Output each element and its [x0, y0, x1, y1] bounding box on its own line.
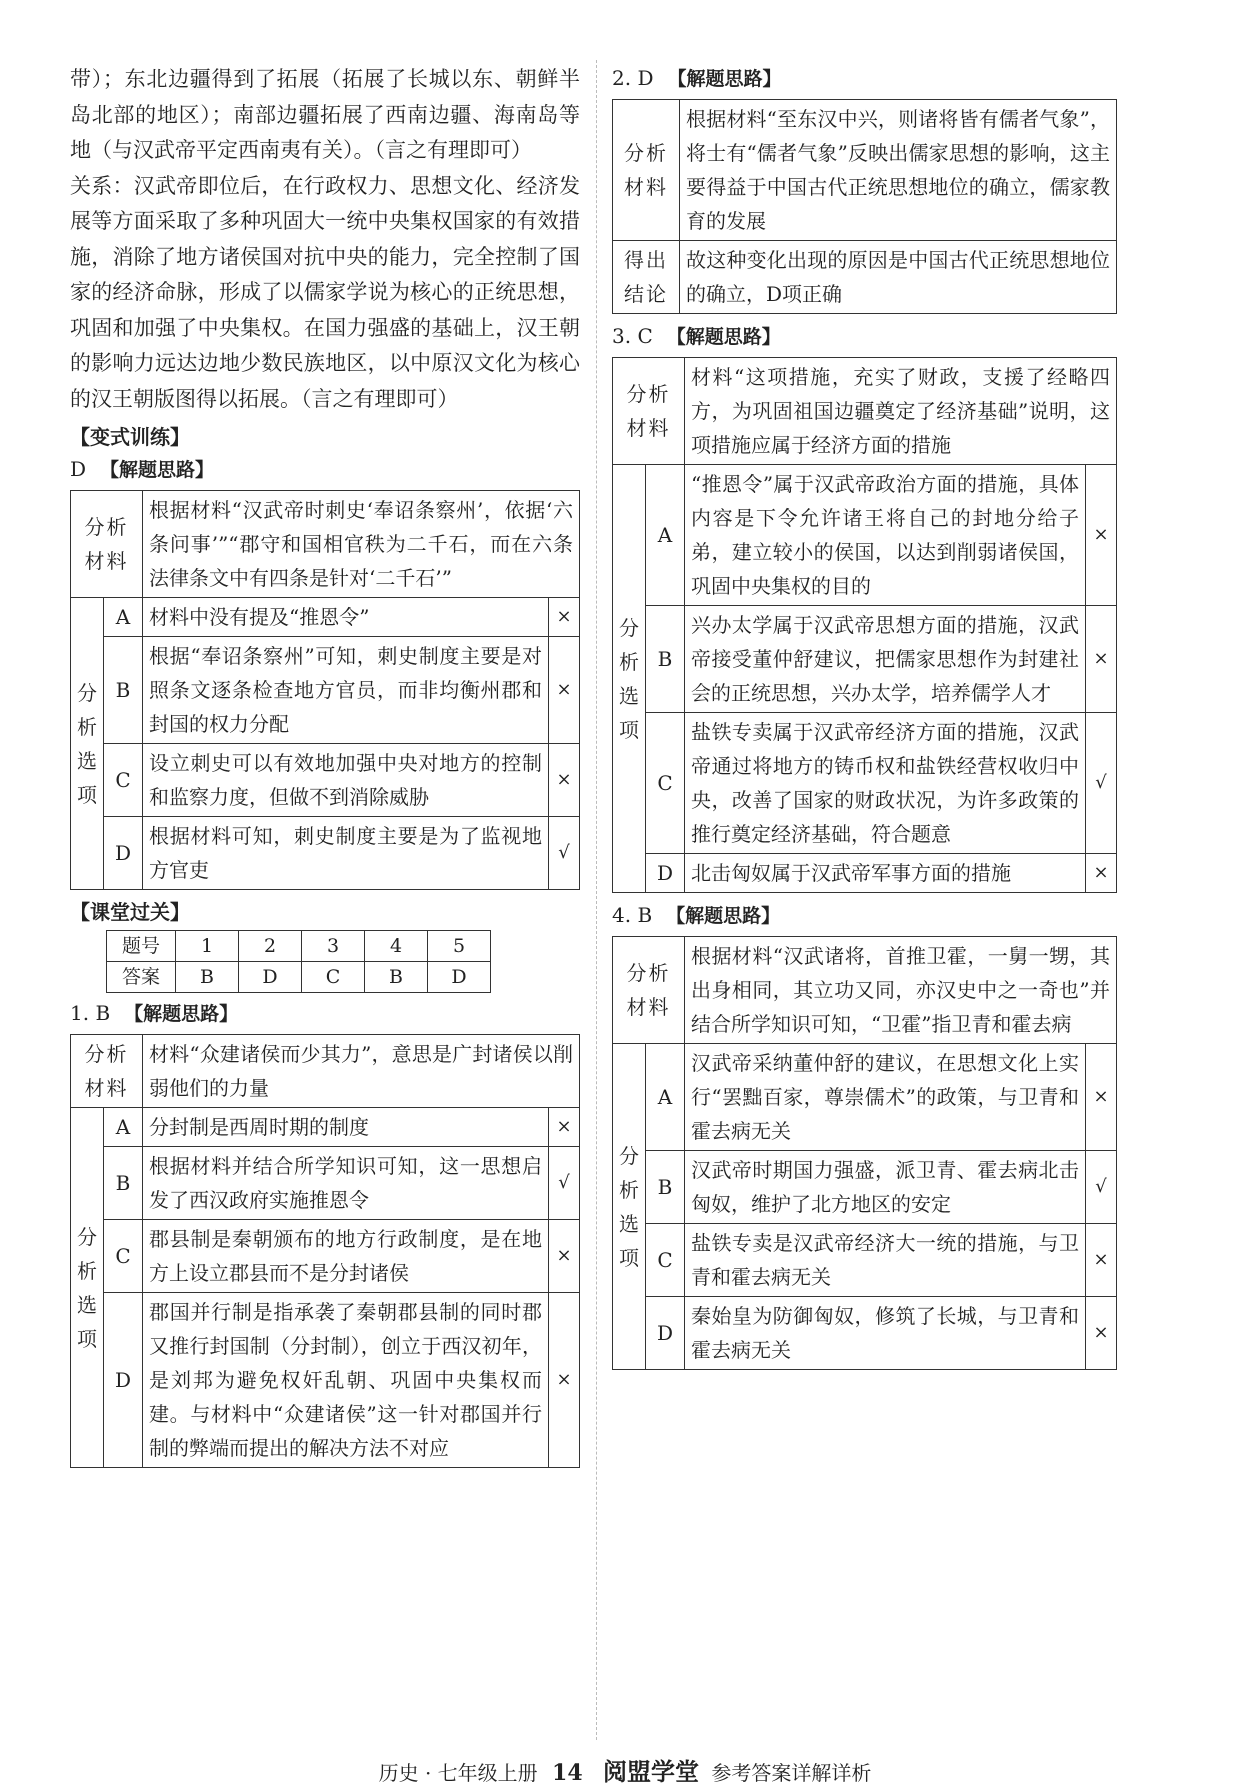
option-mark: ×	[1086, 854, 1117, 893]
options-label: 分析选项	[613, 465, 646, 893]
material-text: 根据材料“至东汉中兴，则诸将皆有儒者气象”，将士有“儒者气象”反映出儒家思想的影响，这主要得益于中国古代正统思想地位的确立，儒家教育的发展	[680, 100, 1117, 241]
option-letter: D	[104, 1293, 143, 1468]
option-row	[71, 637, 580, 744]
option-letter: C	[104, 744, 143, 817]
q4-heading	[612, 899, 1117, 932]
question-answer: B	[365, 962, 428, 993]
material-label: 分析材料	[613, 100, 680, 241]
q2-analysis-table	[612, 99, 1117, 314]
option-row	[71, 1220, 580, 1293]
option-row	[613, 854, 1117, 893]
q3-analysis-table	[612, 357, 1117, 893]
class-section-heading: 【课堂过关】	[70, 900, 190, 924]
material-row	[71, 1035, 580, 1108]
question-number: 4	[365, 931, 428, 962]
option-mark: √	[1086, 713, 1117, 854]
q1-answer: 1. B	[70, 1001, 111, 1025]
q4-analysis-table	[612, 936, 1117, 1370]
option-letter: D	[646, 854, 685, 893]
option-text: 根据“奉诏条察州”可知，刺史制度主要是对照条文逐条检查地方官员，而非均衡州郡和封国的权力分配	[143, 637, 549, 744]
option-text: 秦始皇为防御匈奴，修筑了长城，与卫青和霍去病无关	[685, 1297, 1086, 1370]
option-letter: B	[646, 606, 685, 713]
material-text: 材料“这项措施，充实了财政，支援了经略四方，为巩固祖国边疆奠定了经济基础”说明，这项措施应属于经济方面的措施	[685, 358, 1117, 465]
conclusion-label: 得出结论	[613, 241, 680, 314]
intro-paragraph: 带）；东北边疆得到了拓展（拓展了长城以东、朝鲜半岛北部的地区）；南部边疆拓展了西南边疆、海南岛等地（与汉武帝平定西南夷有关）。（言之有理即可）	[70, 67, 580, 162]
option-mark: ×	[1086, 1044, 1117, 1151]
question-number: 5	[428, 931, 491, 962]
option-letter: B	[104, 637, 143, 744]
option-letter: A	[104, 598, 143, 637]
option-text: 根据材料并结合所学知识可知，这一思想启发了西汉政府实施推恩令	[143, 1147, 549, 1220]
q2-tag: 【解题思路】	[667, 68, 782, 90]
q1-analysis-table	[70, 1034, 580, 1468]
option-row	[71, 817, 580, 890]
option-mark: √	[1086, 1151, 1117, 1224]
material-label: 分析材料	[71, 491, 143, 598]
page-number: 14	[552, 1760, 583, 1786]
variant-answer: D	[70, 457, 87, 481]
option-mark: ×	[1086, 606, 1117, 713]
question-answer: C	[302, 962, 365, 993]
variant-section-heading: 【变式训练】	[70, 425, 190, 449]
material-label: 分析材料	[71, 1035, 143, 1108]
option-mark: ×	[1086, 1297, 1117, 1370]
option-mark: √	[549, 1147, 580, 1220]
option-text: 郡县制是秦朝颁布的地方行政制度，是在地方上设立郡县而不是分封诸侯	[143, 1220, 549, 1293]
q2-answer: 2. D	[612, 66, 654, 90]
option-text: 汉武帝时期国力强盛，派卫青、霍去病北击匈奴，维护了北方地区的安定	[685, 1151, 1086, 1224]
option-text: 北击匈奴属于汉武帝军事方面的措施	[685, 854, 1086, 893]
answer-table-number-label: 题号	[107, 931, 176, 962]
options-label: 分析选项	[613, 1044, 646, 1370]
option-row	[71, 1108, 580, 1147]
brand-logo: 阅盟学堂	[603, 1758, 700, 1786]
material-row	[613, 937, 1117, 1044]
option-mark: ×	[549, 744, 580, 817]
q4-answer: 4. B	[612, 903, 653, 927]
material-text: 材料“众建诸侯而少其力”，意思是广封诸侯以削弱他们的力量	[143, 1035, 580, 1108]
option-row	[613, 606, 1117, 713]
option-text: 盐铁专卖是汉武帝经济大一统的措施，与卫青和霍去病无关	[685, 1224, 1086, 1297]
material-label: 分析材料	[613, 937, 685, 1044]
option-text: 兴办太学属于汉武帝思想方面的措施，汉武帝接受董仲舒建议，把儒家思想作为封建社会的正统思想，兴办太学，培养儒学人才	[685, 606, 1086, 713]
option-letter: A	[104, 1108, 143, 1147]
option-mark: √	[549, 817, 580, 890]
variant-answer-heading	[70, 453, 580, 486]
material-text: 根据材料“汉武帝时刺史‘奉诏条察州’，依据‘六条问事’”“郡守和国相官秩为二千石，而在六条法律条文中有四条是针对‘二千石’”	[143, 491, 580, 598]
option-row	[613, 465, 1117, 606]
option-letter: D	[646, 1297, 685, 1370]
material-text: 根据材料“汉武诸将，首推卫霍，一舅一甥，其出身相同，其立功又同，亦汉史中之一奇也”并结合所学知识可知，“卫霍”指卫青和霍去病	[685, 937, 1117, 1044]
conclusion-row	[613, 241, 1117, 314]
option-text: 郡国并行制是指承袭了秦朝郡县制的同时郡又推行封国制（分封制），创立于西汉初年，是刘邦为避免权奸乱朝、巩固中央集权而建。与材料中“众建诸侯”这一针对郡国并行制的弊端而提出的解决方法不对应	[143, 1293, 549, 1468]
footer-subject: 历史 · 七年级上册	[378, 1761, 538, 1785]
question-number: 3	[302, 931, 365, 962]
option-letter: C	[646, 713, 685, 854]
option-mark: ×	[549, 1220, 580, 1293]
option-mark: ×	[1086, 1224, 1117, 1297]
answer-table-answer-label: 答案	[107, 962, 176, 993]
option-row	[71, 1147, 580, 1220]
material-label: 分析材料	[613, 358, 685, 465]
option-text: 设立刺史可以有效地加强中央对地方的控制和监察力度，但做不到消除威胁	[143, 744, 549, 817]
option-row	[613, 1297, 1117, 1370]
conclusion-text: 故这种变化出现的原因是中国古代正统思想地位的确立，D项正确	[680, 241, 1117, 314]
option-text: 根据材料可知，刺史制度主要是为了监视地方官吏	[143, 817, 549, 890]
option-mark: ×	[549, 598, 580, 637]
option-letter: B	[104, 1147, 143, 1220]
left-column	[70, 62, 580, 1474]
option-text: 盐铁专卖属于汉武帝经济方面的措施，汉武帝通过将地方的铸币权和盐铁经营权收归中央，改善了国家的财政状况，为许多政策的推行奠定经济基础，符合题意	[685, 713, 1086, 854]
question-answer: B	[176, 962, 239, 993]
variant-tag: 【解题思路】	[100, 459, 215, 481]
relation-paragraph: 关系：汉武帝即位后，在行政权力、思想文化、经济发展等方面采取了多种巩固大一统中央集权国家的有效措施，消除了地方诸侯国对抗中央的能力，完全控制了国家的经济命脉，形成了以儒家学说为核心的正统思想，巩固和加强了中央集权。在国力强盛的基础上，汉王朝的影响力远达边地少数民族地区，以中原汉文化为核心的汉王朝版图得以拓展。（言之有理即可）	[70, 173, 580, 411]
material-row	[613, 358, 1117, 465]
footer-suffix: 参考答案详解详析	[711, 1761, 872, 1785]
option-letter: A	[646, 465, 685, 606]
option-text: 分封制是西周时期的制度	[143, 1108, 549, 1147]
option-mark: ×	[549, 1293, 580, 1468]
q4-tag: 【解题思路】	[666, 905, 781, 927]
page-footer	[0, 1752, 1250, 1787]
option-text: 汉武帝采纳董仲舒的建议，在思想文化上实行“罢黜百家，尊崇儒术”的政策，与卫青和霍去病无关	[685, 1044, 1086, 1151]
question-answer: D	[239, 962, 302, 993]
q3-tag: 【解题思路】	[666, 326, 781, 348]
option-letter: C	[646, 1224, 685, 1297]
option-row	[613, 1151, 1117, 1224]
option-row	[613, 1044, 1117, 1151]
option-mark: ×	[549, 1108, 580, 1147]
answer-table	[106, 930, 491, 993]
option-text: 材料中没有提及“推恩令”	[143, 598, 549, 637]
option-letter: C	[104, 1220, 143, 1293]
option-row	[71, 598, 580, 637]
option-mark: ×	[1086, 465, 1117, 606]
question-number: 1	[176, 931, 239, 962]
material-row	[71, 491, 580, 598]
q2-heading	[612, 62, 1117, 95]
option-row	[71, 1293, 580, 1468]
options-label: 分析选项	[71, 598, 104, 890]
option-row	[613, 1224, 1117, 1297]
material-row	[613, 100, 1117, 241]
question-number: 2	[239, 931, 302, 962]
option-letter: A	[646, 1044, 685, 1151]
option-text: “推恩令”属于汉武帝政治方面的措施，具体内容是下令允许诸王将自己的封地分给子弟，建立较小的侯国，以达到削弱诸侯国，巩固中央集权的目的	[685, 465, 1086, 606]
question-answer: D	[428, 962, 491, 993]
q3-heading	[612, 320, 1117, 353]
q1-tag: 【解题思路】	[124, 1003, 239, 1025]
option-letter: D	[104, 817, 143, 890]
option-row	[71, 744, 580, 817]
column-divider	[596, 60, 597, 1740]
variant-analysis-table	[70, 490, 580, 890]
option-row	[613, 713, 1117, 854]
q1-heading	[70, 997, 580, 1030]
q3-answer: 3. C	[612, 324, 653, 348]
option-mark: ×	[549, 637, 580, 744]
right-column	[612, 62, 1117, 1376]
options-label: 分析选项	[71, 1108, 104, 1468]
option-letter: B	[646, 1151, 685, 1224]
